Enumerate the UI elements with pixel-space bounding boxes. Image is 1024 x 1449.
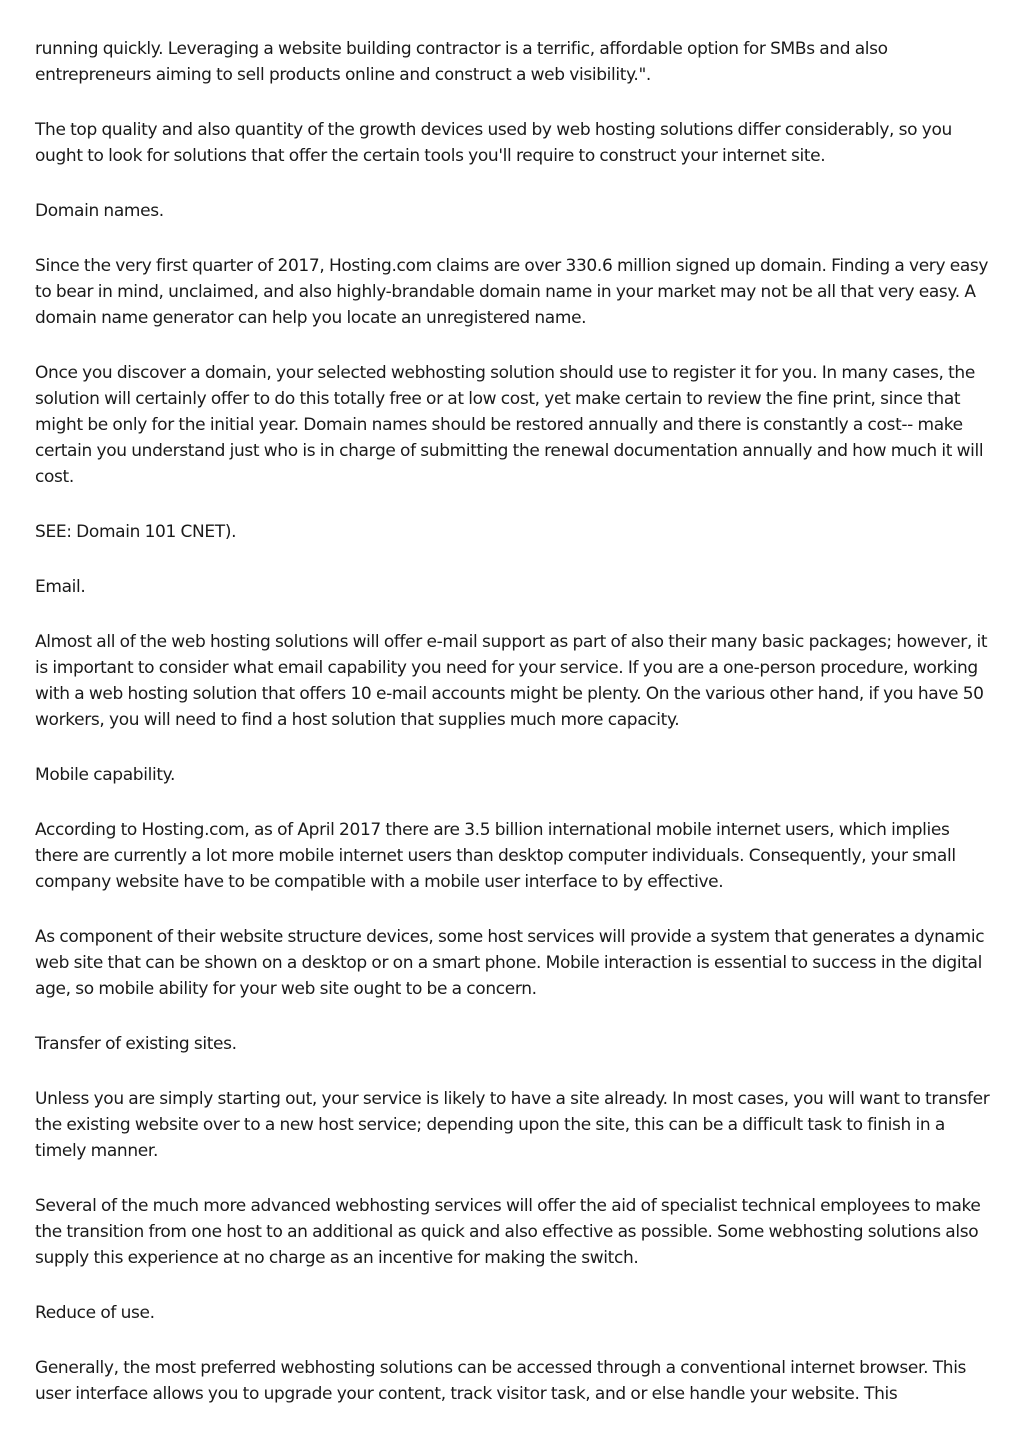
paragraph-domain-registration: Once you discover a domain, your selected webhosting solution should use to register it for you. In many cases, the solution will certainly offer to do this totally free or at low cost, yet make certain to review the fine print, since that might be only for the initial year. Domain names should be restored annually and there is constantly a cost-- make certain you understand just who is in charge of submitting the renewal documentation annually and how much it will cost. [35,363,984,487]
paragraph-transfer-existing: Unless you are simply starting out, your service is likely to have a site already. In most cases, you will want to transfer the existing website over to a new host service; depending upon the site, this can be a difficult task to finish in a timely manner. [35,1089,990,1161]
document-body [35,36,995,1436]
paragraph-mobile-users: According to Hosting.com, as of April 2017 there are 3.5 billion international mobile internet users, which implies there are currently a lot more mobile internet users than desktop computer individuals. Consequently, your small company website have to be compatible with a mobile user interface to by effective. [35,820,956,892]
heading-ease-of-use: Reduce of use. [35,1303,155,1323]
heading-transfer-sites: Transfer of existing sites. [35,1034,237,1054]
heading-domain-names: Domain names. [35,201,164,221]
heading-mobile-capability: Mobile capability. [35,765,176,785]
paragraph-mobile-sites: As component of their website structure devices, some host services will provide a system that generates a dynamic web site that can be shown on a desktop or on a smart phone. Mobile interaction is essential to success in the digital age, so mobile ability for your web site ought to be a concern. [35,927,985,999]
paragraph-browser-access: Generally, the most preferred webhosting solutions can be accessed through a conventional internet browser. This user interface allows you to upgrade your content, track visitor task, and or else handle your website. This [35,1358,967,1404]
paragraph-domain-count: Since the very first quarter of 2017, Hosting.com claims are over 330.6 million signed up domain. Finding a very easy to bear in mind, unclaimed, and also highly-brandable domain name in your market may not be all that very easy. A domain name generator can help you locate an unregistered name. [35,256,989,328]
paragraph-see-reference: SEE: Domain 101 CNET). [35,522,237,542]
paragraph-email-support: Almost all of the web hosting solutions will offer e-mail support as part of also their many basic packages; however, it is important to consider what email capability you need for your service. If you are a one-person procedure, working with a web hosting solution that offers 10 e-mail accounts might be plenty. On the various other hand, if you have 50 workers, you will need to find a host solution that supplies much more capacity. [35,632,988,730]
heading-email: Email. [35,577,86,597]
paragraph-transfer-support: Several of the much more advanced webhosting services will offer the aid of specialist technical employees to make the transition from one host to an additional as quick and also effective as possible. Some webhosting solutions also supply this experience at no charge as an incentive for making the switch. [35,1196,981,1268]
paragraph-development-tools: The top quality and also quantity of the growth devices used by web hosting solutions differ considerably, so you ought to look for solutions that offer the certain tools you'll require to construct your internet site. [35,120,952,166]
paragraph-continuation: running quickly. Leveraging a website building contractor is a terrific, affordable option for SMBs and also entrepreneurs aiming to sell products online and construct a web visibility.". [35,39,888,85]
